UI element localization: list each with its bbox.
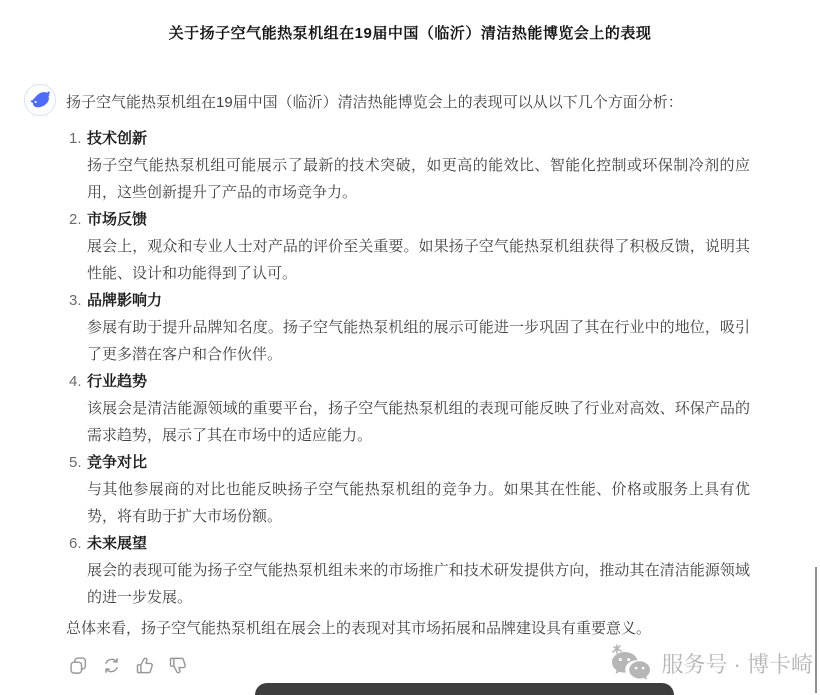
thumbs-up-icon [135,656,154,675]
page-title: 关于扬子空气能热泵机组在19届中国（临沂）清洁热能博览会上的表现 [168,25,652,42]
copy-icon [69,656,88,675]
watermark [610,644,813,682]
message-summary: 总体来看，扬子空气能热泵机组在展会上的表现对其市场拓展和品牌建设具有重要意义。 [66,620,652,637]
thumbs-down-button[interactable] [167,655,187,675]
list-item [66,125,750,206]
message-content [66,84,750,675]
bottom-toolbar[interactable] [255,683,674,695]
list-item-body: 展会上，观众和专业人士对产品的评价至关重要。如果扬子空气能热泵机组获得了积极反馈，说明其性能、设计和功能得到了认可。 [87,238,750,282]
message-intro: 扬子空气能热泵机组在19届中国（临沂）清洁热能博览会上的表现可以从以下几个方面分析： [66,94,683,111]
assistant-avatar [24,84,56,116]
thumbs-down-icon [168,656,187,675]
list-item-heading: 竞争对比 [87,454,148,471]
list-item-heading: 品牌影响力 [87,292,163,309]
assistant-message [24,84,796,675]
list-item [66,206,750,287]
list-item-body: 该展会是清洁能源领域的重要平台，扬子空气能热泵机组的表现可能反映了行业对高效、环保产品的需求趋势，展示了其在市场中的适应能力。 [87,400,750,444]
analysis-list [66,125,750,611]
list-item-number: 4. [69,373,82,390]
list-item [66,449,750,530]
list-item [66,287,750,368]
scrollbar-thumb[interactable] [815,567,817,693]
watermark-text: 服务号 · 博卡崎 [661,651,813,677]
list-item-heading: 行业趋势 [87,373,148,390]
list-item [66,368,750,449]
list-item-number: 6. [69,535,82,552]
list-item-body: 展会的表现可能为扬子空气能热泵机组未来的市场推广和技术研发提供方向，推动其在清洁能源领域的进一步发展。 [87,562,750,606]
list-item-heading: 技术创新 [87,130,148,147]
list-item-number: 2. [69,211,82,228]
regenerate-icon [102,656,121,675]
list-item-number: 3. [69,292,82,309]
chat-page [0,22,820,675]
list-item-heading: 未来展望 [87,535,148,552]
list-item-heading: 市场反馈 [87,211,148,228]
thumbs-up-button[interactable] [134,655,154,675]
list-item-body: 参展有助于提升品牌知名度。扬子空气能热泵机组的展示可能进一步巩固了其在行业中的地位，吸引了更多潜在客户和合作伙伴。 [87,319,750,363]
list-item [66,530,750,611]
list-item-body: 与其他参展商的对比也能反映扬子空气能热泵机组的竞争力。如果其在性能、价格或服务上具有优势，将有助于扩大市场份额。 [87,481,750,525]
list-item-number: 5. [69,454,82,471]
wechat-icon [610,644,652,682]
copy-button[interactable] [68,655,88,675]
regenerate-button[interactable] [101,655,121,675]
list-item-body: 扬子空气能热泵机组可能展示了最新的技术突破，如更高的能效比、智能化控制或环保制冷剂的应用，这些创新提升了产品的市场竞争力。 [87,157,750,201]
list-item-number: 1. [69,130,82,147]
deepseek-whale-icon [28,88,52,112]
